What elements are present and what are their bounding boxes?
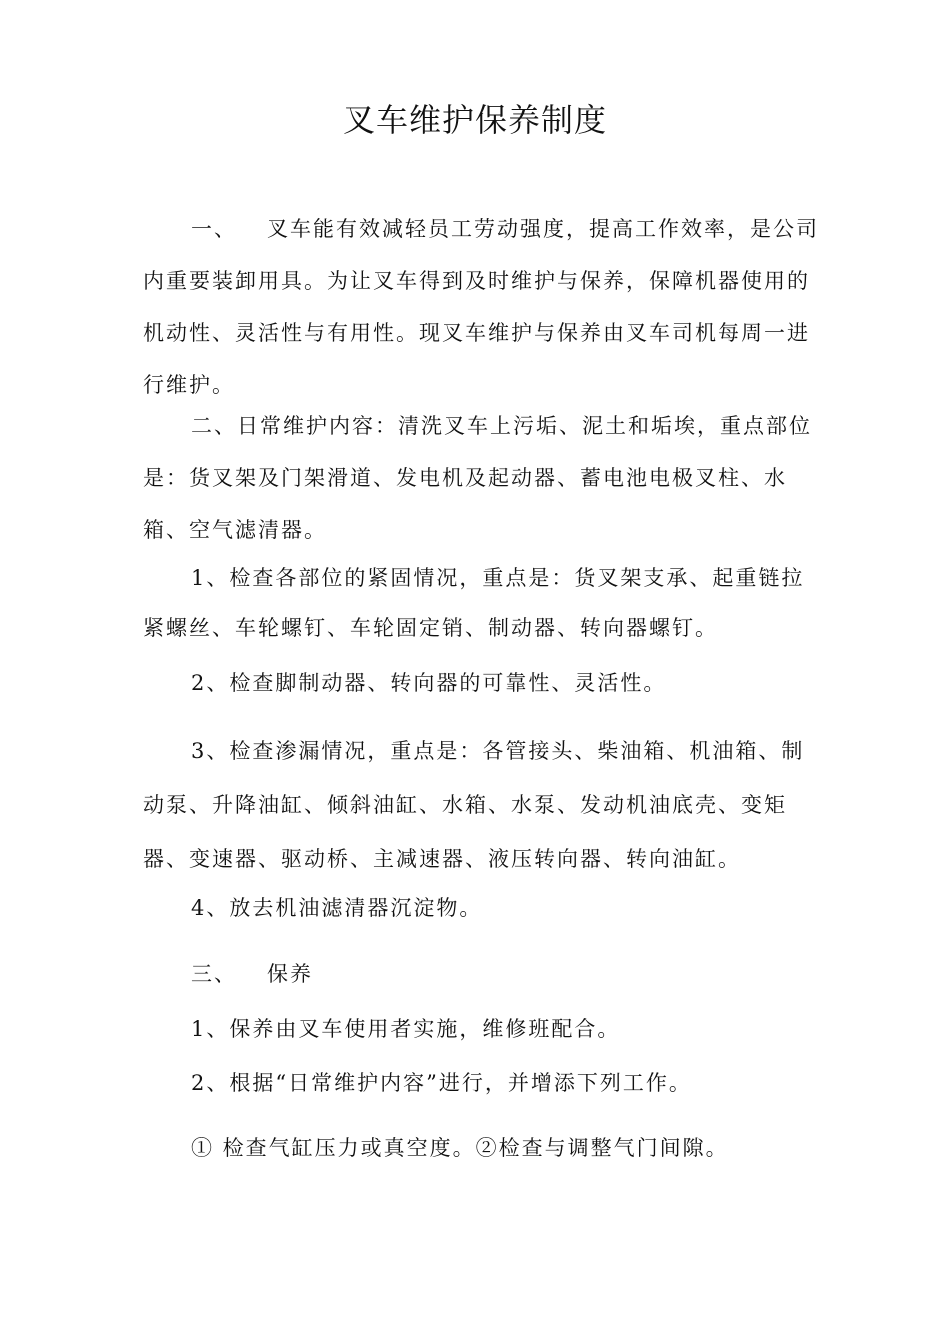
section-3-item-3: ① 检查气缸压力或真空度。②检查与调整气门间隙。 xyxy=(191,1136,729,1160)
section-2-item-1: 1、检查各部位的紧固情况，重点是：货叉架支承、起重链拉紧螺丝、车轮螺钉、车轮固定销、制动器、转向器螺钉。 xyxy=(143,566,805,640)
section-2-item-2: 2、检查脚制动器、转向器的可靠性、灵活性。 xyxy=(191,671,667,695)
section-1-number: 一、 xyxy=(191,217,237,241)
section-2-item-4: 4、放去机油滤清器沉淀物。 xyxy=(191,896,483,920)
section-1-paragraph xyxy=(143,203,821,411)
section-3-item-1: 1、保养由叉车使用者实施，维修班配合。 xyxy=(191,1017,621,1041)
section-3-title: 保养 xyxy=(267,962,313,986)
section-2-item-3: 3、检查渗漏情况，重点是：各管接头、柴油箱、机油箱、制动泵、升降油缸、倾斜油缸、水箱、水泵、发动机油底壳、变矩器、变速器、驱动桥、主减速器、液压转向器、转向油缸。 xyxy=(143,739,805,871)
section-1-text: 叉车能有效减轻员工劳动强度，提高工作效率，是公司内重要装卸用具。为让叉车得到及时维护与保养，保障机器使用的机动性、灵活性与有用性。现叉车维护与保养由叉车司机每周一进行维护。 xyxy=(143,217,819,397)
document-title: 叉车维护保养制度 xyxy=(342,101,607,139)
section-2-paragraph: 二、日常维护内容：清洗叉车上污垢、泥土和垢埃，重点部位是：货叉架及门架滑道、发电机及起动器、蓄电池电极叉柱、水箱、空气滤清器。 xyxy=(143,414,812,542)
section-3-number: 三、 xyxy=(191,962,237,986)
section-3-heading xyxy=(143,950,821,998)
section-3-item-2: 2、根据“日常维护内容”进行，并增添下列工作。 xyxy=(191,1071,692,1095)
